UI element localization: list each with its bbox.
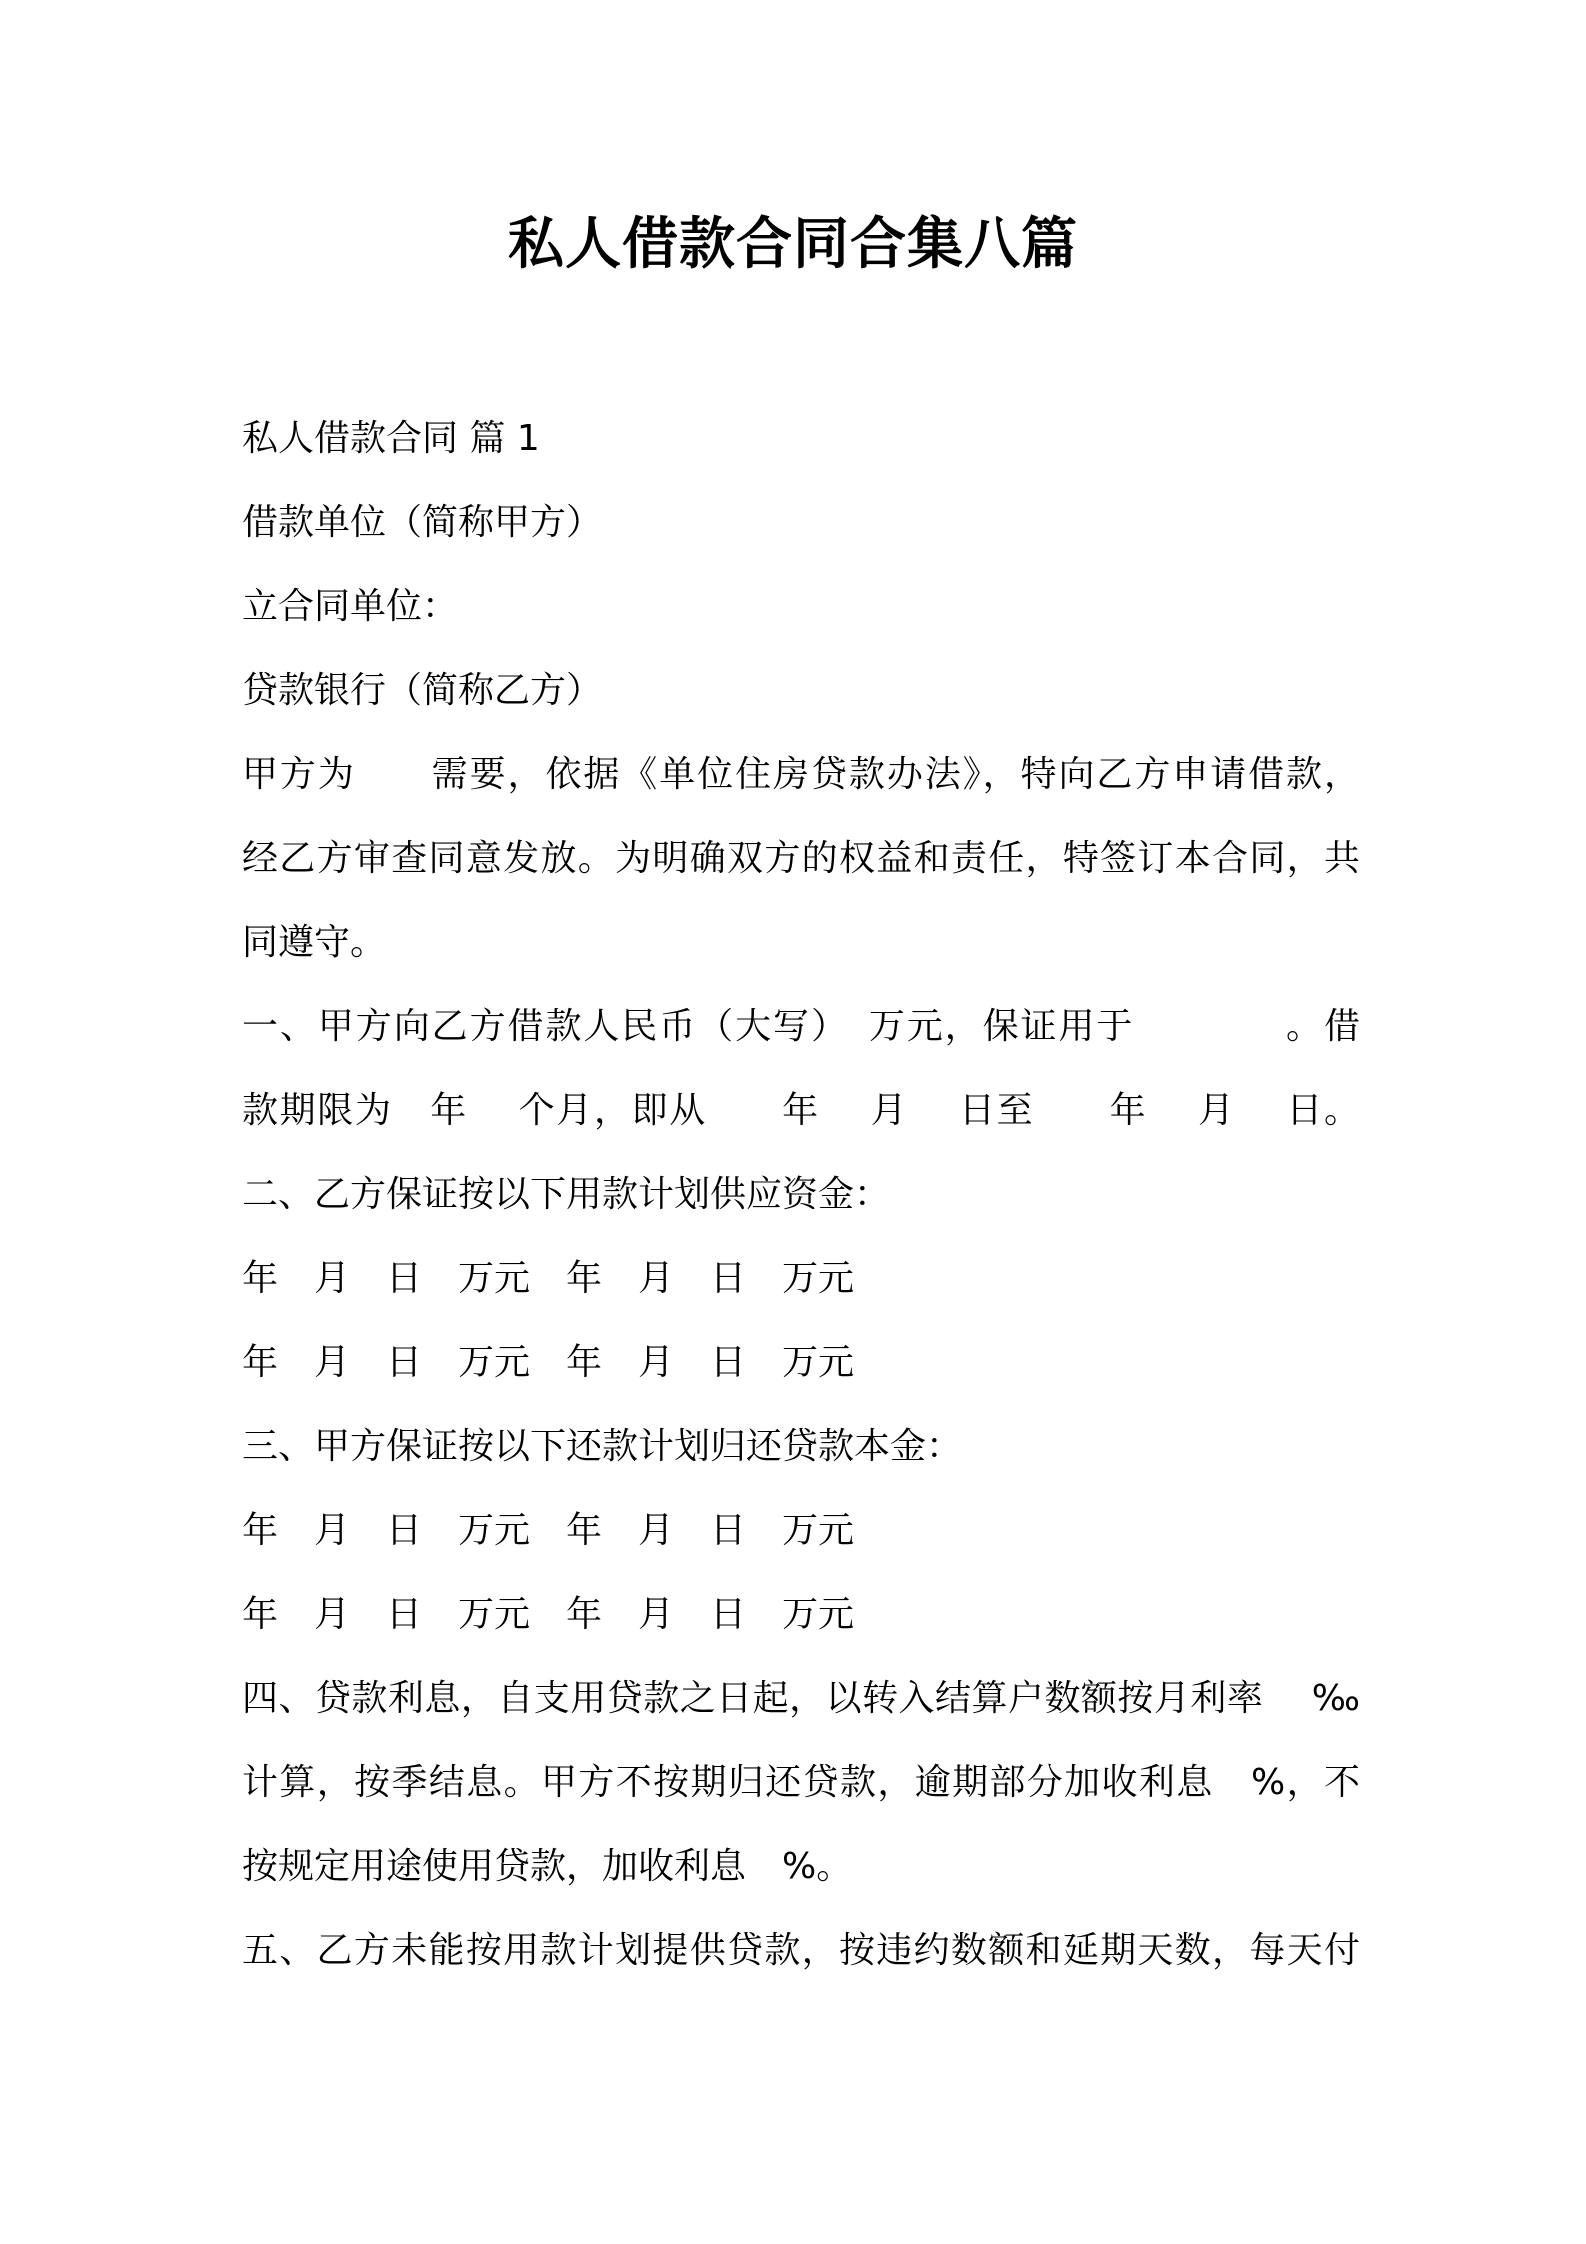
text-line: 贷款银行（简称乙方） xyxy=(242,670,603,711)
schedule-row: 年 月 日 万元 年 月 日 万元 xyxy=(242,1258,855,1299)
text-line: 甲方为 需要，依据《单位住房贷款办法》，特向乙方申请借款， xyxy=(242,754,1360,795)
clause-line: 一、甲方向乙方借款人民币（大写） 万元，保证用于 。借 xyxy=(242,1006,1360,1047)
clause-line: 五、乙方未能按用款计划提供贷款，按违约数额和延期天数，每天付 xyxy=(242,1930,1360,1971)
text-line: 经乙方审查同意发放。为明确双方的权益和责任，特签订本合同，共 xyxy=(242,838,1360,879)
text-line: 同遵守。 xyxy=(242,922,387,963)
text-line: 借款单位（简称甲方） xyxy=(242,502,603,543)
document-title: 私人借款合同合集八篇 xyxy=(508,212,1078,277)
schedule-row: 年 月 日 万元 年 月 日 万元 xyxy=(242,1510,855,1551)
clause-line: 款期限为 年 个月，即从 年 月 日至 年 月 日。 xyxy=(242,1090,1360,1131)
clause-line: 按规定用途使用贷款，加收利息 %。 xyxy=(242,1846,853,1887)
section-heading: 私人借款合同 篇 1 xyxy=(242,418,540,459)
clause-line: 三、甲方保证按以下还款计划归还贷款本金： xyxy=(242,1426,963,1467)
text-line: 立合同单位： xyxy=(242,586,459,627)
schedule-row: 年 月 日 万元 年 月 日 万元 xyxy=(242,1342,855,1383)
schedule-row: 年 月 日 万元 年 月 日 万元 xyxy=(242,1594,855,1635)
clause-line: 四、贷款利息，自支用贷款之日起，以转入结算户数额按月利率 ‰ xyxy=(242,1678,1360,1719)
clause-line: 二、乙方保证按以下用款计划供应资金： xyxy=(242,1174,891,1215)
clause-line: 计算，按季结息。甲方不按期归还贷款，逾期部分加收利息 %，不 xyxy=(242,1762,1360,1803)
